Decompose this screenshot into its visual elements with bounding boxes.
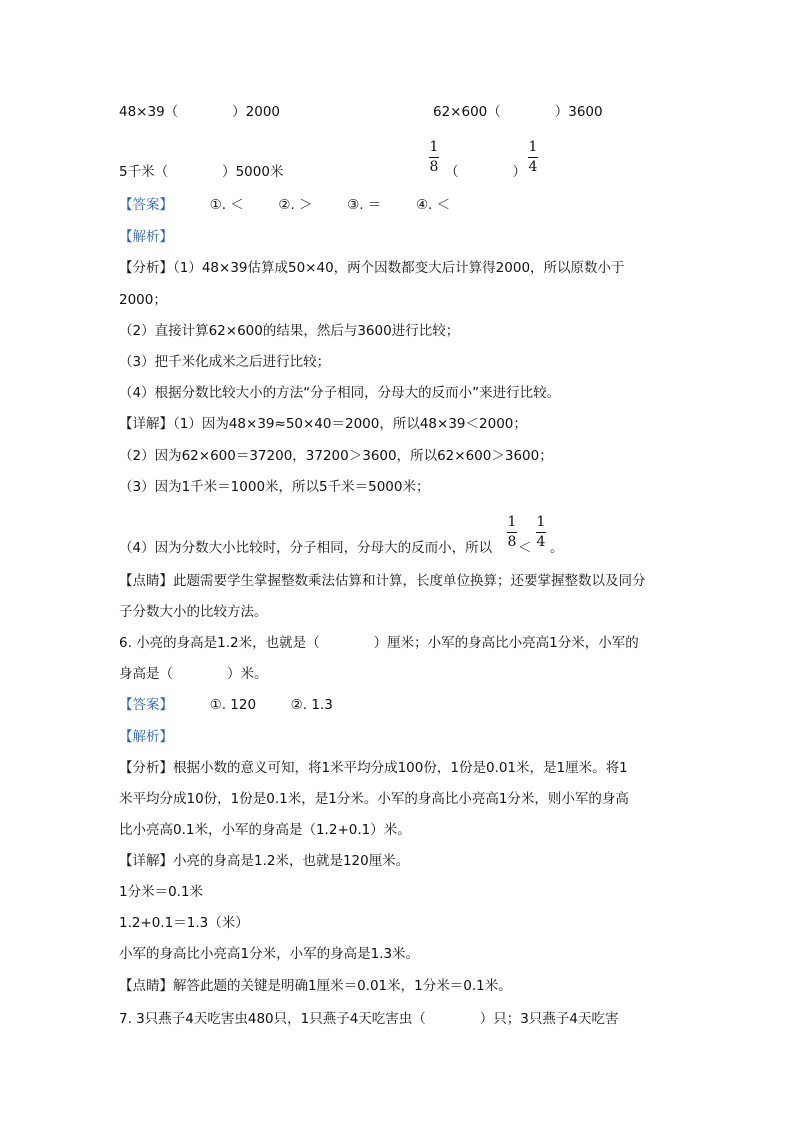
fenxi-text: 根据小数的意义可知，将1米平均分成100份，1份是0.01米，是1厘米。将1 bbox=[173, 760, 628, 776]
q6-xiangjie-1 bbox=[119, 852, 409, 870]
q7-question-1: 7. 3只燕子4天吃害虫480只，1只燕子4天吃害虫（ ）只；3只燕子4天吃害 bbox=[119, 1011, 619, 1027]
fraction-bar bbox=[507, 532, 517, 533]
q5-row2-left: 5千米（ ）5000米 bbox=[119, 164, 284, 180]
q5-fraction-one-eighth bbox=[429, 140, 439, 175]
q5-answer-row bbox=[119, 196, 450, 214]
dianjing-text: 此题需要学生掌握整数乘法估算和计算，长度单位换算；还要掌握整数以及同分 bbox=[173, 573, 646, 589]
q5-fraction-one-quarter bbox=[528, 140, 538, 175]
q5-xiangjie-2: （2）因为62×600＝37200，37200＞3600，所以62×600＞3600； bbox=[119, 448, 553, 464]
q5-blank: （ ） bbox=[445, 164, 526, 180]
dianjing-text: 解答此题的关键是明确1厘米＝0.01米，1分米＝0.1米。 bbox=[173, 978, 512, 994]
answer-4: ④. ＜ bbox=[415, 197, 451, 213]
q6-question-2: 身高是（ ）米。 bbox=[119, 666, 268, 682]
fraction-denominator: 8 bbox=[507, 534, 517, 550]
q6-xiangjie-4: 小军的身高比小亮高1分米，小军的身高是1.3米。 bbox=[119, 946, 420, 962]
xiangjie-text: 小亮的身高是1.2米，也就是120厘米。 bbox=[173, 853, 410, 869]
q6-fenxi-1 bbox=[119, 759, 628, 777]
answer-1: ①. ＜ bbox=[209, 197, 244, 213]
q5-row1-right: 62×600（ ）3600 bbox=[433, 104, 603, 120]
q5-xj-less-than: ＜ bbox=[518, 540, 532, 556]
q5-fenxi-2: （2）直接计算62×600的结果，然后与3600进行比较； bbox=[119, 323, 460, 339]
xiangjie-tag: 【详解】 bbox=[119, 416, 173, 432]
fenxi-tag: 【分析】 bbox=[119, 760, 173, 776]
answer-1: ①. 120 bbox=[209, 697, 257, 713]
q6-question-1: 6. 小亮的身高是1.2米，也就是（ ）厘米；小军的身高比小亮高1分米，小军的 bbox=[119, 635, 639, 651]
fenxi-tag: 【分析】 bbox=[119, 260, 173, 276]
q6-answer-row bbox=[119, 696, 333, 714]
fraction-numerator: 1 bbox=[429, 139, 439, 155]
fraction-denominator: 8 bbox=[429, 159, 439, 175]
fraction-denominator: 4 bbox=[536, 534, 546, 550]
dianjing-tag: 【点睛】 bbox=[119, 573, 173, 589]
answer-tag: 【答案】 bbox=[119, 197, 173, 213]
q5-row1-left: 48×39（ ）2000 bbox=[119, 104, 281, 120]
q6-fenxi-3: 比小亮高0.1米，小军的身高是（1.2+0.1）米。 bbox=[119, 822, 411, 838]
q5-fenxi-1 bbox=[119, 259, 625, 277]
xiangjie-tag: 【详解】 bbox=[119, 853, 173, 869]
q5-xiangjie-1 bbox=[119, 415, 527, 433]
q5-xj-fraction-one-quarter bbox=[536, 515, 546, 550]
fraction-bar bbox=[429, 157, 439, 158]
answer-tag: 【答案】 bbox=[119, 697, 173, 713]
q6-fenxi-2: 米平均分成10份，1份是0.1米，是1分米。小军的身高比小亮高1分米，则小军的身高 bbox=[119, 791, 629, 807]
q6-xiangjie-3: 1.2+0.1＝1.3（米） bbox=[119, 915, 249, 931]
q5-xiangjie-3: （3）因为1千米＝1000米，所以5千米＝5000米； bbox=[119, 479, 430, 495]
q5-dianjing-1 bbox=[119, 572, 646, 590]
q5-fenxi-3: （3）把千米化成米之后进行比较； bbox=[119, 354, 331, 370]
answer-3: ③. ＝ bbox=[347, 197, 382, 213]
answer-2: ②. ＞ bbox=[278, 197, 313, 213]
fraction-numerator: 1 bbox=[507, 514, 517, 530]
fraction-denominator: 4 bbox=[528, 159, 538, 175]
fraction-numerator: 1 bbox=[528, 139, 538, 155]
fraction-bar bbox=[528, 157, 538, 158]
q5-xj-period: 。 bbox=[550, 540, 564, 556]
xiangjie-text: （1）因为48×39≈50×40＝2000，所以48×39＜2000； bbox=[173, 416, 527, 432]
fraction-numerator: 1 bbox=[536, 514, 546, 530]
q5-jiexi-tag: 【解析】 bbox=[119, 229, 173, 245]
q6-jiexi-tag: 【解析】 bbox=[119, 729, 173, 745]
dianjing-tag: 【点睛】 bbox=[119, 978, 173, 994]
answer-2: ②. 1.3 bbox=[290, 697, 333, 713]
q5-xj-fraction-one-eighth bbox=[507, 515, 517, 550]
q6-xiangjie-2: 1分米＝0.1米 bbox=[119, 884, 204, 900]
q5-dianjing-2: 子分数大小的比较方法。 bbox=[119, 604, 268, 620]
fraction-bar bbox=[536, 532, 546, 533]
q5-fenxi-4: （4）根据分数比较大小的方法“分子相同，分母大的反而小”来进行比较。 bbox=[119, 385, 561, 401]
q5-fenxi-1b: 2000； bbox=[119, 292, 167, 308]
q5-xiangjie-4: （4）因为分数大小比较时，分子相同，分母大的反而小，所以 bbox=[119, 540, 493, 556]
q6-dianjing-1 bbox=[119, 977, 512, 995]
fenxi-text: （1）48×39估算成50×40，两个因数都变大后计算得2000，所以原数小于 bbox=[173, 260, 625, 276]
